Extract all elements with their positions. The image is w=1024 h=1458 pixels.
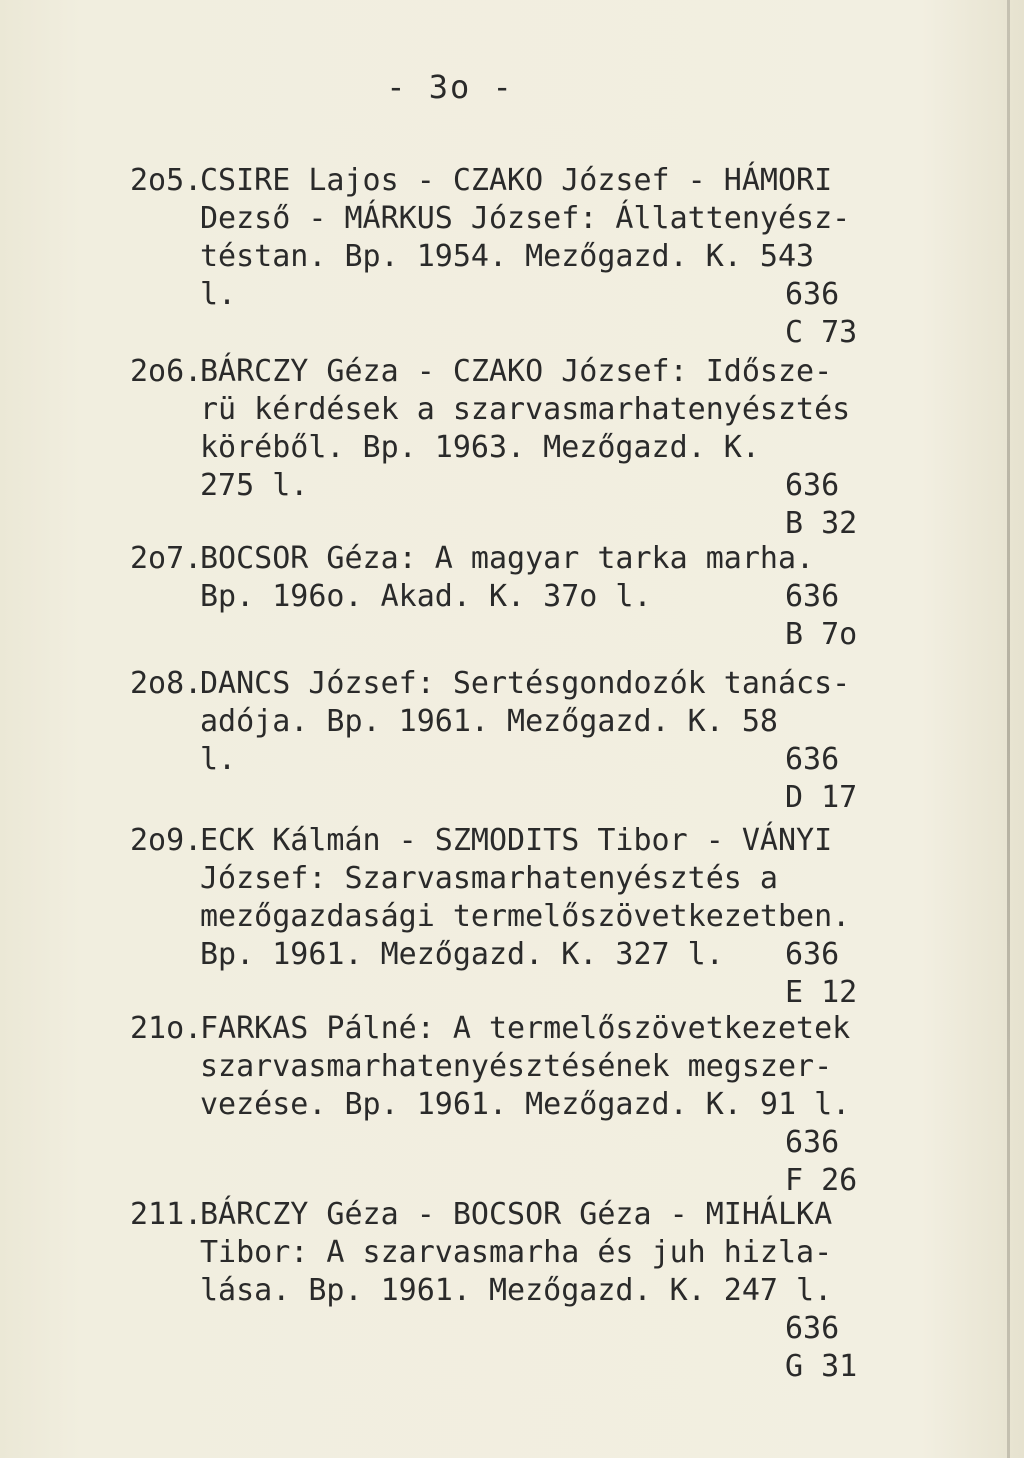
- catalog-entry-205: [130, 162, 890, 352]
- entry-line: szarvasmarhatenyésztésének megszer-: [200, 1049, 833, 1084]
- entry-line: Tibor: A szarvasmarha és juh hizla-: [200, 1235, 833, 1270]
- entry-line: l.: [200, 277, 237, 312]
- catalog-entry-206: [130, 353, 890, 543]
- entry-text: [200, 1010, 890, 1124]
- catalog-entry-207: [130, 540, 890, 654]
- shelf-mark-code: G 31: [785, 1349, 858, 1384]
- entry-number: 2o8.: [130, 666, 203, 701]
- entry-number: 211.: [130, 1197, 203, 1232]
- shelf-mark-code: B 7o: [785, 617, 858, 652]
- catalog-entry-211: [130, 1196, 890, 1386]
- entry-line: Bp. 196o. Akad. K. 37o l.: [200, 579, 652, 614]
- entry-number: 2o7.: [130, 541, 203, 576]
- shelf-mark-class: 636: [785, 742, 840, 777]
- entry-line: BOCSOR Géza: A magyar tarka marha.: [200, 541, 815, 576]
- entry-line: 275 l.: [200, 468, 309, 503]
- entry-line: adója. Bp. 1961. Mezőgazd. K. 58: [200, 704, 778, 739]
- entry-number: 2o9.: [130, 823, 203, 858]
- shelf-mark-code: C 73: [785, 315, 858, 350]
- catalog-entry-208: [130, 665, 890, 817]
- shelf-mark-code: F 26: [785, 1163, 858, 1198]
- entry-line: DANCS József: Sertésgondozók tanács-: [200, 666, 851, 701]
- entry-number: 2o5.: [130, 163, 203, 198]
- entry-line: CSIRE Lajos - CZAKO József - HÁMORI: [200, 163, 833, 198]
- entry-number: 21o.: [130, 1011, 203, 1046]
- entry-line: Bp. 1961. Mezőgazd. K. 327 l.: [200, 937, 724, 972]
- shelf-mark-class: 636: [785, 1125, 840, 1160]
- shelf-mark-class: 636: [785, 277, 840, 312]
- catalog-entry-209: [130, 822, 890, 1012]
- entry-line: BÁRCZY Géza - BOCSOR Géza - MIHÁLKA: [200, 1197, 833, 1232]
- entry-line: vezése. Bp. 1961. Mezőgazd. K. 91 l.: [200, 1087, 851, 1122]
- entry-line: lása. Bp. 1961. Mezőgazd. K. 247 l.: [200, 1273, 833, 1308]
- shelf-mark-code: B 32: [785, 506, 858, 541]
- entry-line: rü kérdések a szarvasmarhatenyésztés: [200, 392, 851, 427]
- entry-number: 2o6.: [130, 354, 203, 389]
- page-number: - 3o -: [386, 68, 514, 106]
- entry-line: téstan. Bp. 1954. Mezőgazd. K. 543: [200, 239, 815, 274]
- shelf-mark-code: D 17: [785, 780, 858, 815]
- catalog-entry-210: [130, 1010, 890, 1200]
- shelf-mark-code: E 12: [785, 975, 858, 1010]
- entry-line: Dezső - MÁRKUS József: Állattenyész-: [200, 201, 851, 236]
- shelf-mark-class: 636: [785, 579, 840, 614]
- entry-line: l.: [200, 742, 237, 777]
- entry-line: mezőgazdasági termelőszövetkezetben.: [200, 899, 851, 934]
- entry-line: FARKAS Pálné: A termelőszövetkezetek: [200, 1011, 851, 1046]
- shelf-mark-class: 636: [785, 1311, 840, 1346]
- entry-line: ECK Kálmán - SZMODITS Tibor - VÁNYI: [200, 823, 833, 858]
- shelf-mark-class: 636: [785, 937, 840, 972]
- entry-line: BÁRCZY Géza - CZAKO József: Idősze-: [200, 354, 833, 389]
- entry-line: köréből. Bp. 1963. Mezőgazd. K.: [200, 430, 760, 465]
- page-edge-shadow: [1007, 0, 1010, 1458]
- entry-line: József: Szarvasmarhatenyésztés a: [200, 861, 778, 896]
- entry-text: [200, 1196, 890, 1310]
- shelf-mark-class: 636: [785, 468, 840, 503]
